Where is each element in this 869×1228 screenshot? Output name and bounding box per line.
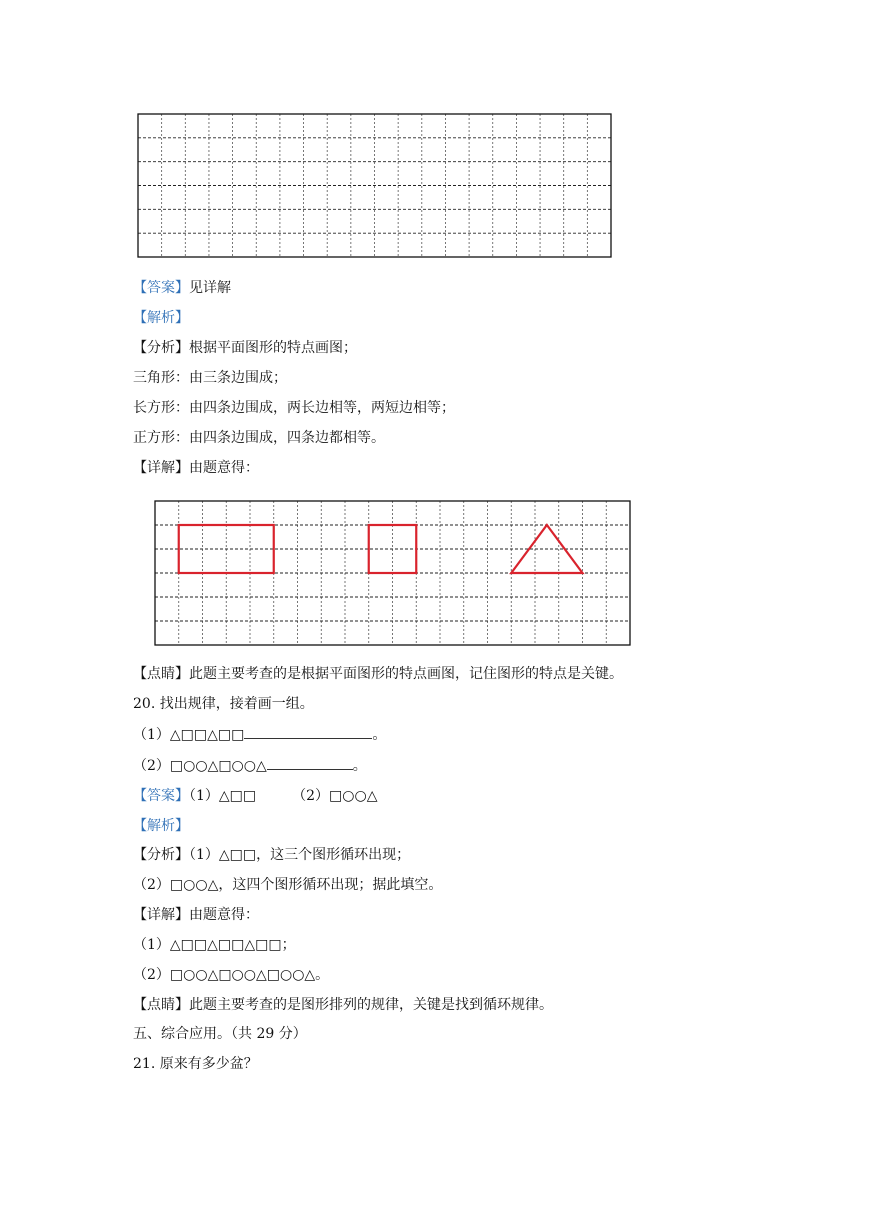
answer-line	[133, 279, 231, 297]
analysis-line	[133, 339, 357, 357]
period: 。	[352, 758, 367, 774]
question-21-title: 21. 原来有多少盆？	[133, 1056, 258, 1072]
analysis-tag: 【解析】	[133, 310, 189, 326]
answer-tag: 【答案】	[133, 280, 189, 296]
xiangjie-text: 由题意得：	[189, 460, 259, 476]
analysis-tag: 【解析】	[133, 818, 189, 834]
answer-text: 见详解	[189, 280, 231, 296]
triangle-definition: 三角形：由三条边围成；	[133, 370, 287, 386]
dianjing-line	[133, 665, 623, 683]
question-20-part1	[133, 726, 386, 744]
dianjing-tag: 【点睛】	[133, 997, 189, 1013]
analysis-20-line	[133, 846, 410, 864]
answer-20-line	[133, 787, 377, 805]
dianjing-tag: 【点睛】	[133, 666, 189, 682]
analysis-20-line2: （2）□○○△，这四个图形循环出现；据此填空。	[133, 877, 443, 893]
detail-20-line	[133, 906, 259, 924]
detail-line	[133, 459, 259, 477]
question-20-title: 20. 找出规律，接着画一组。	[133, 696, 314, 712]
xiangjie-tag: 【详解】	[133, 460, 189, 476]
fenxi-text: 根据平面图形的特点画图；	[189, 340, 357, 356]
dianjing-text: 此题主要考查的是图形排列的规律，关键是找到循环规律。	[189, 997, 553, 1013]
blank-grid	[137, 113, 612, 258]
square-definition: 正方形：由四条边围成，四条边都相等。	[133, 430, 385, 446]
period: 。	[372, 727, 387, 743]
answer-20-part1: （1）△□□	[189, 788, 257, 804]
question-20-part2	[133, 757, 367, 775]
answer-grid	[154, 500, 631, 646]
dianjing-20-line	[133, 996, 553, 1014]
fenxi-text: （1）△□□，这三个图形循环出现；	[189, 847, 411, 863]
pattern-1: （1）△□□△□□	[133, 727, 245, 743]
answer-blank-2	[267, 757, 353, 770]
answer-tag: 【答案】	[133, 788, 189, 804]
section-5-heading: 五、综合应用。（共 29 分）	[133, 1026, 307, 1042]
dianjing-text: 此题主要考查的是根据平面图形的特点画图，记住图形的特点是关键。	[189, 666, 623, 682]
rectangle-definition: 长方形：由四条边围成，两长边相等，两短边相等；	[133, 400, 455, 416]
xiangjie-tag: 【详解】	[133, 907, 189, 923]
fenxi-tag: 【分析】	[133, 847, 189, 863]
result-20-part2: （2）□○○△□○○△□○○△。	[133, 967, 330, 983]
fenxi-tag: 【分析】	[133, 340, 189, 356]
result-20-part1: （1）△□□△□□△□□；	[133, 937, 296, 953]
answer-blank-1	[244, 726, 372, 739]
xiangjie-text: 由题意得：	[189, 907, 259, 923]
answer-20-part2: （2）□○○△	[292, 788, 378, 804]
pattern-2: （2）□○○△□○○△	[133, 758, 267, 774]
